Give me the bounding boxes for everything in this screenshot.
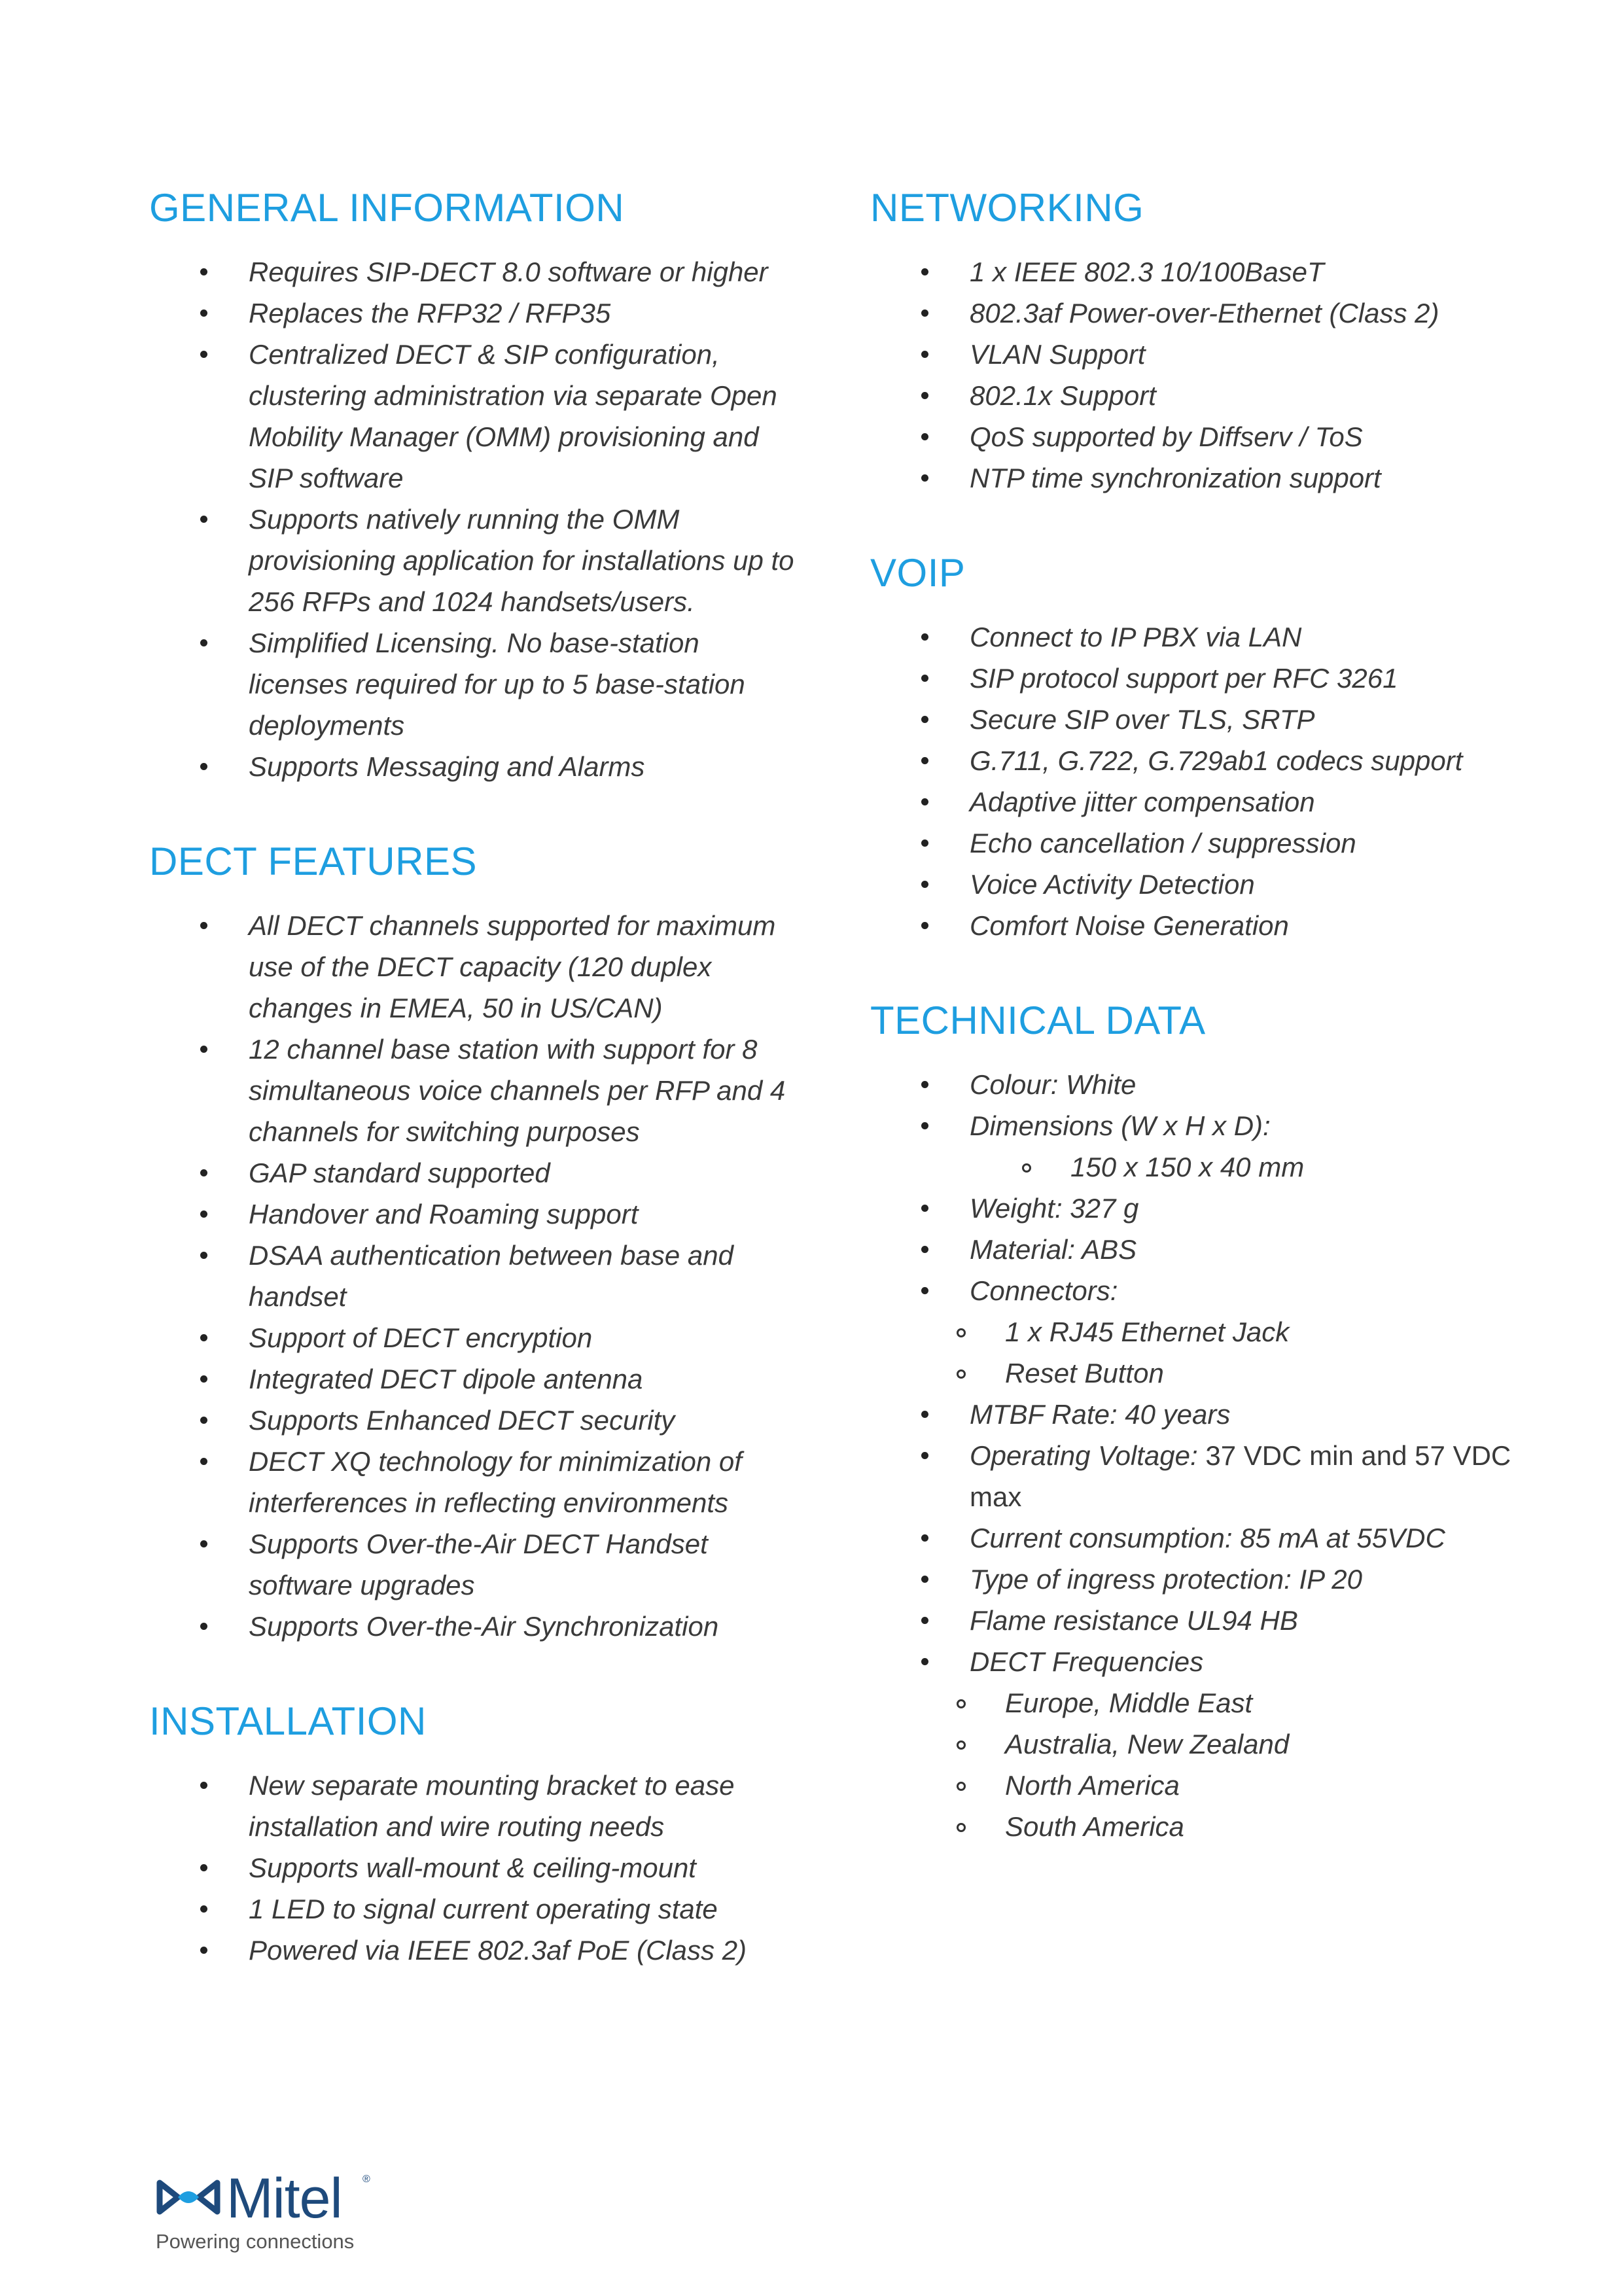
bullet-item: [870, 334, 1525, 375]
bullet-text: Echo cancellation / suppression: [970, 828, 1356, 858]
bullet-item: [870, 864, 1525, 905]
bullet-item: [149, 1029, 803, 1152]
bullet-item: [149, 1930, 803, 1971]
section-voip: [870, 551, 1525, 946]
bullet-text: Voice Activity Detection: [970, 869, 1255, 900]
section-title: TECHNICAL DATA: [870, 998, 1206, 1042]
right-column: [870, 186, 1525, 1847]
bullet-item: [149, 334, 803, 499]
bullet-text: Support of DECT encryption: [249, 1322, 593, 1353]
bullet-text: North America: [1005, 1770, 1180, 1801]
bullet-item: [870, 416, 1525, 457]
bullet-text: SIP protocol support per RFC 3261: [970, 663, 1398, 694]
bullet-item: [870, 699, 1525, 740]
sub-bullet-item: [870, 1352, 1525, 1394]
section-title: INSTALLATION: [149, 1699, 427, 1743]
bullet-text: DSAA authentication between base and handset: [249, 1240, 733, 1312]
bullet-item: [870, 1188, 1525, 1229]
bullet-item: [149, 1606, 803, 1647]
bullet-item: [149, 1765, 803, 1847]
bullet-item: [149, 1441, 803, 1523]
bullet-text: DECT Frequencies: [970, 1646, 1204, 1677]
section-general-information: [149, 186, 803, 787]
bullet-text: Connect to IP PBX via LAN: [970, 622, 1302, 652]
bullet-item: [870, 1641, 1525, 1682]
bullet-text: 1 x RJ45 Ethernet Jack: [1005, 1316, 1290, 1347]
sub-bullet-item: [870, 1723, 1525, 1765]
bullet-text: Europe, Middle East: [1005, 1687, 1253, 1718]
bullet-item: [870, 375, 1525, 416]
bullet-text: Replaces the RFP32 / RFP35: [249, 298, 611, 328]
bullet-text: 12 channel base station with support for 8 simultaneous voice channels per RFP and 4 channels for switching purposes: [249, 1034, 786, 1147]
bullet-text: Connectors:: [970, 1275, 1118, 1306]
bullet-item: [870, 740, 1525, 781]
bullet-text: Centralized DECT & SIP configuration, clustering administration via separate Open Mobility Manager (OMM) provisioning and SIP software: [249, 339, 777, 493]
bullet-item: [870, 1435, 1525, 1517]
bullet-item: [149, 1317, 803, 1358]
bullet-item: [870, 1517, 1525, 1559]
section-technical-data: [870, 998, 1525, 1847]
bullet-text: Integrated DECT dipole antenna: [249, 1364, 643, 1394]
bullet-item: [870, 1064, 1525, 1105]
logo-tagline: Powering connections: [156, 2230, 355, 2253]
mitel-logo: [156, 2168, 391, 2260]
bullet-text: Secure SIP over TLS, SRTP: [970, 704, 1315, 735]
bullet-item: [870, 1559, 1525, 1600]
bullet-item: [149, 292, 803, 334]
bullet-text: 150 x 150 x 40 mm: [1070, 1152, 1305, 1182]
bullet-item: [870, 905, 1525, 946]
bullet-item: [149, 905, 803, 1029]
section-title: GENERAL INFORMATION: [149, 186, 625, 230]
left-column: [149, 186, 803, 1971]
bullet-item: [149, 1888, 803, 1930]
bullet-item: [870, 1105, 1525, 1146]
bullet-text: Supports Messaging and Alarms: [249, 751, 645, 782]
bullet-text: Supports Over-the-Air DECT Handset software upgrades: [249, 1528, 708, 1600]
bullet-item: [870, 616, 1525, 658]
bullet-text: Colour: White: [970, 1069, 1137, 1100]
bullet-text: 802.1x Support: [970, 380, 1156, 411]
bullet-item: [870, 781, 1525, 822]
bullet-text: Reset Button: [1005, 1358, 1164, 1388]
bullet-text: Material: ABS: [970, 1234, 1137, 1265]
bullet-text: G.711, G.722, G.729ab1 codecs support: [970, 745, 1463, 776]
bullet-item: [149, 1193, 803, 1235]
bullet-item: [870, 1229, 1525, 1270]
bullet-text: Adaptive jitter compensation: [970, 786, 1315, 817]
bullet-list: [149, 905, 803, 1647]
bullet-item: [149, 746, 803, 787]
bullet-item: [870, 658, 1525, 699]
bullet-text: QoS supported by Diffserv / ToS: [970, 421, 1363, 452]
bullet-text: 802.3af Power-over-Ethernet (Class 2): [970, 298, 1439, 328]
bullet-item: [870, 292, 1525, 334]
bullet-text: Powered via IEEE 802.3af PoE (Class 2): [249, 1935, 747, 1966]
logo-wordmark: Mitel: [226, 2167, 342, 2230]
bullet-text: GAP standard supported: [249, 1157, 550, 1188]
bullet-item: [149, 1152, 803, 1193]
mitel-logo-icon: [156, 2178, 221, 2217]
bullet-list: [870, 251, 1525, 499]
bullet-item: [149, 499, 803, 622]
bullet-item: [870, 1270, 1525, 1311]
bullet-item: [149, 1847, 803, 1888]
sub-bullet-item: [870, 1311, 1525, 1352]
bullet-text: Weight: 327 g: [970, 1193, 1139, 1224]
bullet-text: 1 x IEEE 802.3 10/100BaseT: [970, 256, 1324, 287]
bullet-text: Dimensions (W x H x D):: [970, 1110, 1271, 1141]
bullet-text: Supports Over-the-Air Synchronization: [249, 1611, 719, 1642]
bullet-text: All DECT channels supported for maximum use of the DECT capacity (120 duplex changes in EMEA, 50 in US/CAN): [249, 910, 776, 1023]
logo-registered-mark: ®: [362, 2174, 370, 2185]
section-title: VOIP: [870, 551, 966, 595]
bullet-item: [149, 1400, 803, 1441]
bullet-text: Handover and Roaming support: [249, 1199, 639, 1229]
bullet-text: Type of ingress protection: IP 20: [970, 1564, 1362, 1595]
bullet-item: [870, 251, 1525, 292]
bullet-list: [149, 1765, 803, 1971]
bullet-text: Comfort Noise Generation: [970, 910, 1289, 941]
bullet-item: [149, 1358, 803, 1400]
bullet-item: [149, 622, 803, 746]
bullet-text: Supports Enhanced DECT security: [249, 1405, 675, 1436]
bullet-text: Simplified Licensing. No base-station licenses required for up to 5 base-station deployments: [249, 627, 745, 741]
bullet-text: Requires SIP-DECT 8.0 software or higher: [249, 256, 768, 287]
section-title: NETWORKING: [870, 186, 1144, 230]
sub-bullet-item: [870, 1682, 1525, 1723]
section-installation: [149, 1699, 803, 1971]
bullet-text: VLAN Support: [970, 339, 1146, 370]
sub-bullet-item: [870, 1806, 1525, 1847]
bullet-text: Australia, New Zealand: [1005, 1729, 1290, 1759]
bullet-text: Current consumption: 85 mA at 55VDC: [970, 1523, 1445, 1553]
bullet-text: Supports wall-mount & ceiling-mount: [249, 1852, 696, 1883]
bullet-item: [149, 1235, 803, 1317]
bullet-text: NTP time synchronization support: [970, 463, 1381, 493]
bullet-item: [870, 1600, 1525, 1641]
bullet-text: South America: [1005, 1811, 1184, 1842]
bullet-text: Operating Voltage:: [970, 1440, 1198, 1471]
bullet-text: Flame resistance UL94 HB: [970, 1605, 1298, 1636]
bullet-list: [870, 616, 1525, 946]
bullet-list: [149, 251, 803, 787]
bullet-item: [149, 1523, 803, 1606]
bullet-text: MTBF Rate: 40 years: [970, 1399, 1231, 1430]
bullet-text: New separate mounting bracket to ease installation and wire routing needs: [249, 1770, 735, 1842]
bullet-text-plain: 37 VDC min and 57 VDC max: [970, 1440, 1511, 1512]
bullet-text: 1 LED to signal current operating state: [249, 1894, 718, 1924]
bullet-text: Supports natively running the OMM provisioning application for installations up to 256 RFPs and 1024 handsets/users.: [249, 504, 794, 617]
section-dect-features: [149, 839, 803, 1647]
bullet-text: DECT XQ technology for minimization of interferences in reflecting environments: [249, 1446, 742, 1518]
bullet-list: [870, 1064, 1525, 1847]
bullet-item: [870, 457, 1525, 499]
bullet-item: [870, 1394, 1525, 1435]
bullet-item: [149, 251, 803, 292]
sub-bullet-item: [870, 1765, 1525, 1806]
bullet-item: [870, 822, 1525, 864]
sub-bullet-item: [870, 1146, 1525, 1188]
section-title: DECT FEATURES: [149, 839, 478, 883]
section-networking: [870, 186, 1525, 499]
